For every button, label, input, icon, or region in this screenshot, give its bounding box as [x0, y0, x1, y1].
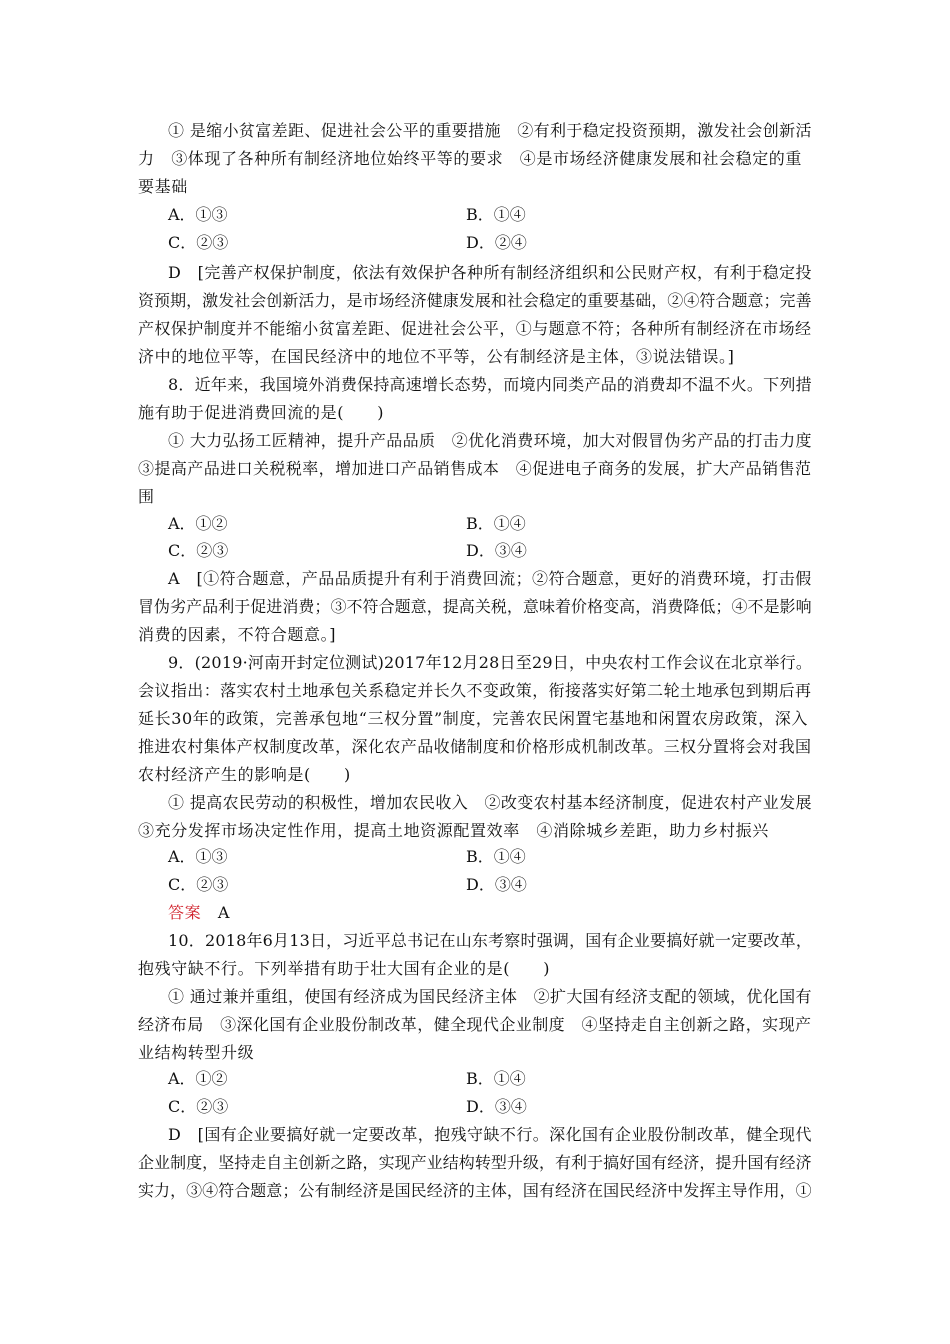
q9-option-b: B．①④ — [466, 847, 526, 866]
q10-stem-line: 经济布局 ③深化国有企业股份制改革，健全现代企业制度 ④坚持走自主创新之路，实现产 — [138, 1015, 812, 1034]
q7-explanation-line: D [完善产权保护制度，依法有效保护各种所有制经济组织和公民财产权，有利于稳定投 — [168, 263, 812, 282]
q10-explanation-line: 企业制度，坚持走自主创新之路，实现产业结构转型升级，有利于搞好国有经济，提升国有经济 — [138, 1153, 812, 1172]
q10-option-a: A．①② — [168, 1069, 228, 1088]
q9-stem-line: ③充分发挥市场决定性作用，提高土地资源配置效率 ④消除城乡差距，助力乡村振兴 — [138, 821, 769, 840]
q9-stem-line: 农村经济产生的影响是( ) — [138, 765, 351, 784]
q7-stem-line: 要基础 — [138, 177, 188, 196]
q8-stem-line: 施有助于促进消费回流的是( ) — [138, 403, 385, 422]
q8-stem-line: 8．近年来，我国境外消费保持高速增长态势，而境内同类产品的消费却不温不火。下列措 — [168, 375, 812, 394]
q8-stem-line: 围 — [138, 487, 155, 506]
q8-option-b: B．①④ — [466, 514, 526, 533]
q8-option-c: C．②③ — [168, 541, 229, 560]
q7-stem-line: 力 ③体现了各种所有制经济地位始终平等的要求 ④是市场经济健康发展和社会稳定的重 — [138, 149, 803, 168]
q9-stem-line: 推进农村集体产权制度改革，深化农产品收储制度和价格形成机制改革。三权分置将会对我国 — [138, 737, 812, 756]
q9-stem-line: ① 提高农民劳动的积极性，增加农民收入 ②改变农村基本经济制度，促进农村产业发展 — [168, 793, 812, 812]
q8-stem-line: ③提高产品进口关税税率，增加进口产品销售成本 ④促进电子商务的发展，扩大产品销售范 — [138, 459, 812, 478]
q7-option-a: A．①③ — [168, 205, 228, 224]
q8-option-a: A．①② — [168, 514, 228, 533]
q8-option-d: D．③④ — [466, 541, 527, 560]
q10-option-d: D．③④ — [466, 1097, 527, 1116]
q10-option-b: B．①④ — [466, 1069, 526, 1088]
q10-stem-line: 抱残守缺不行。下列举措有助于壮大国有企业的是( ) — [138, 959, 551, 978]
q7-explanation-line: 资预期，激发社会创新活力，是市场经济健康发展和社会稳定的重要基础，②④符合题意；完善 — [138, 291, 812, 310]
q10-stem-line: ① 通过兼并重组，使国有经济成为国民经济主体 ②扩大国有经济支配的领域，优化国有 — [168, 987, 812, 1006]
q10-explanation-line: 实力，③④符合题意；公有制经济是国民经济的主体，国有经济在国民经济中发挥主导作用，① — [138, 1181, 812, 1200]
q9-option-a: A．①③ — [168, 847, 228, 866]
q7-explanation-line: 济中的地位平等，在国民经济中的地位不平等，公有制经济是主体，③说法错误。] — [138, 347, 735, 366]
q7-option-b: B．①④ — [466, 205, 526, 224]
q8-explanation-line: 冒伪劣产品利于促进消费；③不符合题意，提高关税，意味着价格变高，消费降低；④不是影响 — [138, 597, 812, 616]
q10-stem-line: 业结构转型升级 — [138, 1043, 255, 1062]
q9-stem-line: 会议指出：落实农村土地承包关系稳定并长久不变政策，衔接落实好第二轮土地承包到期后再 — [138, 681, 812, 700]
q10-stem-line: 10．2018年6月13日，习近平总书记在山东考察时强调，国有企业要搞好就一定要改革， — [168, 931, 813, 950]
q9-option-d: D．③④ — [466, 875, 527, 894]
q9-answer — [168, 903, 230, 923]
q8-explanation-line: 消费的因素，不符合题意。] — [138, 625, 337, 644]
q9-stem-line: 延长30年的政策，完善承包地“三权分置”制度，完善农民闲置宅基地和闲置农房政策，深入 — [138, 709, 808, 728]
q7-stem-line: ① 是缩小贫富差距、促进社会公平的重要措施 ②有利于稳定投资预期，激发社会创新活 — [168, 121, 812, 140]
q8-stem-line: ① 大力弘扬工匠精神，提升产品品质 ②优化消费环境，加大对假冒伪劣产品的打击力度 — [168, 431, 812, 450]
q10-explanation-line: D [国有企业要搞好就一定要改革，抱残守缺不行。深化国有企业股份制改革，健全现代 — [168, 1125, 812, 1144]
q7-explanation-line: 产权保护制度并不能缩小贫富差距、促进社会公平，①与题意不符；各种所有制经济在市场经 — [138, 319, 812, 338]
q7-option-d: D．②④ — [466, 233, 527, 252]
q10-option-c: C．②③ — [168, 1097, 229, 1116]
q7-option-c: C．②③ — [168, 233, 229, 252]
answer-value: A — [217, 903, 230, 922]
q9-stem-line: 9．(2019·河南开封定位测试)2017年12月28日至29日，中央农村工作会议在北京举行。 — [168, 653, 813, 672]
q9-option-c: C．②③ — [168, 875, 229, 894]
q8-explanation-line: A [①符合题意，产品品质提升有利于消费回流；②符合题意，更好的消费环境，打击假 — [168, 569, 812, 588]
answer-label: 答案 — [168, 903, 202, 922]
